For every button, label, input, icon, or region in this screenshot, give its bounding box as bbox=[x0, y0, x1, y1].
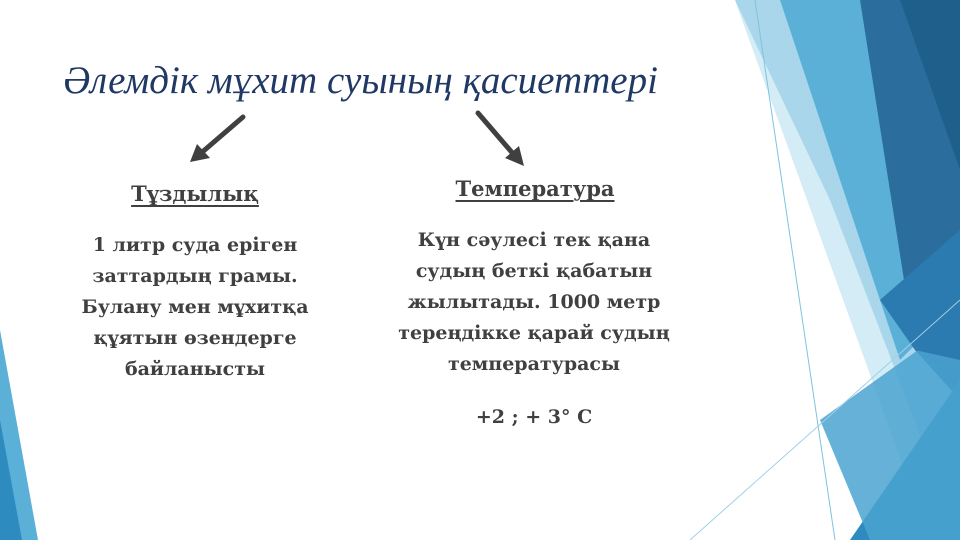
temperature-text-line: жылытады. 1000 метр bbox=[407, 291, 661, 313]
temperature-value: +2 ; + 3° С bbox=[475, 406, 593, 428]
temperature-text-line: температурасы bbox=[447, 353, 621, 375]
temperature-text-line: тереңдікке қарай судың bbox=[398, 322, 670, 344]
temperature-text-line: судың беткі қабатын bbox=[415, 260, 653, 282]
temperature-text-line: Күн сәулесі тек қана bbox=[417, 229, 651, 251]
slide-title: Әлемдік мұхит суының қасиеттері bbox=[63, 59, 658, 102]
salinity-text: 1 литр суда еріген заттардың грамы. Булану мен мұхитқа құятын өзендерге байланысты bbox=[81, 234, 309, 380]
temperature-text bbox=[375, 225, 693, 380]
temperature-heading: Температура bbox=[455, 176, 615, 201]
salinity-heading: Тұздылық bbox=[131, 181, 259, 206]
